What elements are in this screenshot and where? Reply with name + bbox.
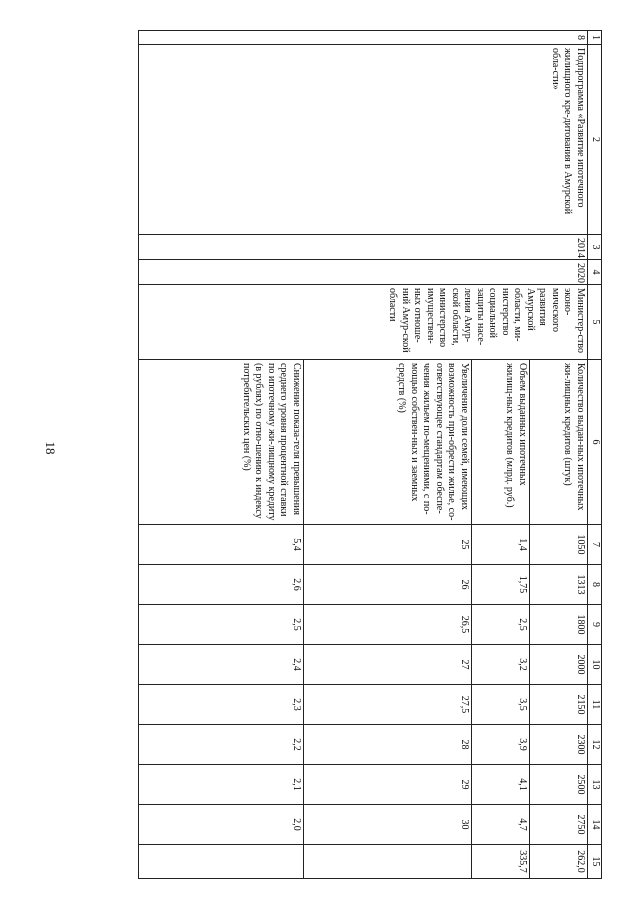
- indicator-value: [139, 845, 304, 879]
- indicator-value: 27,5: [304, 685, 472, 725]
- indicator-value: [304, 845, 472, 879]
- start-year: 2014: [139, 235, 588, 260]
- indicator-value: 1050: [530, 525, 588, 565]
- indicator-value: 26: [304, 565, 472, 605]
- col-header: 15: [588, 845, 602, 879]
- header-row: [588, 31, 602, 879]
- program-table: [138, 30, 602, 879]
- col-header: 5: [588, 285, 602, 360]
- indicator-value: 2,3: [139, 685, 304, 725]
- indicator-value: 1,75: [472, 565, 530, 605]
- indicator-value: 2,1: [139, 765, 304, 805]
- indicator-name: Объем выданных ипотечных жилищ-ных кредитов (млрд. руб.): [472, 360, 530, 525]
- indicator-value: 25: [304, 525, 472, 565]
- col-header: 7: [588, 525, 602, 565]
- indicator-value: 2,2: [139, 725, 304, 765]
- indicator-value: 29: [304, 765, 472, 805]
- col-header: 4: [588, 260, 602, 285]
- col-header: 10: [588, 645, 602, 685]
- rotated-table-container: [82, 30, 602, 873]
- responsible-executors: Министер-ство эконо-мического развития Амурской области, ми-нистерство социальной защиты насе-ления Амур-ской области, министерство имуществен-ных отноше-ний Амур-ской области: [139, 285, 588, 360]
- indicator-value: 2,5: [139, 605, 304, 645]
- indicator-value: 2,0: [139, 805, 304, 845]
- indicator-value: 2750: [530, 805, 588, 845]
- indicator-value: 28: [304, 725, 472, 765]
- indicator-value: 2300: [530, 725, 588, 765]
- indicator-value: 2,5: [472, 605, 530, 645]
- indicator-value: 4,1: [472, 765, 530, 805]
- col-header: 14: [588, 805, 602, 845]
- program-name: Подпрограмма «Развитие ипотечного жилищного кре-дитования в Амурской обла-сти»: [139, 45, 588, 235]
- indicator-value: 27: [304, 645, 472, 685]
- indicator-name: Снижение показа-теля превышения среднего уровня процентной ставки по ипотечному жи-лищному кредиту (в рублях) по отно-шению к индексу потребительских цен (%): [139, 360, 304, 525]
- indicator-value: 3,9: [472, 725, 530, 765]
- indicator-value: 3,2: [472, 645, 530, 685]
- col-header: 8: [588, 565, 602, 605]
- col-header: 11: [588, 685, 602, 725]
- col-header: 12: [588, 725, 602, 765]
- indicator-value: 262,0: [530, 845, 588, 879]
- col-header: 9: [588, 605, 602, 645]
- indicator-value: 5,4: [139, 525, 304, 565]
- indicator-value: 30: [304, 805, 472, 845]
- indicator-value: 26,5: [304, 605, 472, 645]
- indicator-value: 2000: [530, 645, 588, 685]
- indicator-name: Увеличение доли семей, имеющих возможность при-обрести жилье, со-ответствующее стандартам обеспе-чения жильем по-мещениями, с по-мощью собствен-ных и заемных средств (%): [304, 360, 472, 525]
- table-row: [530, 31, 588, 879]
- indicator-value: 2,4: [139, 645, 304, 685]
- row-number: 8: [139, 31, 588, 45]
- indicator-value: 335,7: [472, 845, 530, 879]
- indicator-value: 2150: [530, 685, 588, 725]
- indicator-value: 1313: [530, 565, 588, 605]
- col-header: 3: [588, 235, 602, 260]
- col-header: 2: [588, 45, 602, 235]
- col-header: 6: [588, 360, 602, 525]
- end-year: 2020: [139, 260, 588, 285]
- col-header: 13: [588, 765, 602, 805]
- indicator-value: 4,7: [472, 805, 530, 845]
- indicator-value: 2,6: [139, 565, 304, 605]
- col-header: 1: [588, 31, 602, 45]
- indicator-name: Количество выдан-ных ипотечных жи-лищных кредитов (штук): [530, 360, 588, 525]
- indicator-value: 3,5: [472, 685, 530, 725]
- page-number: 18: [43, 441, 58, 455]
- indicator-value: 1800: [530, 605, 588, 645]
- indicator-value: 1,4: [472, 525, 530, 565]
- indicator-value: 2500: [530, 765, 588, 805]
